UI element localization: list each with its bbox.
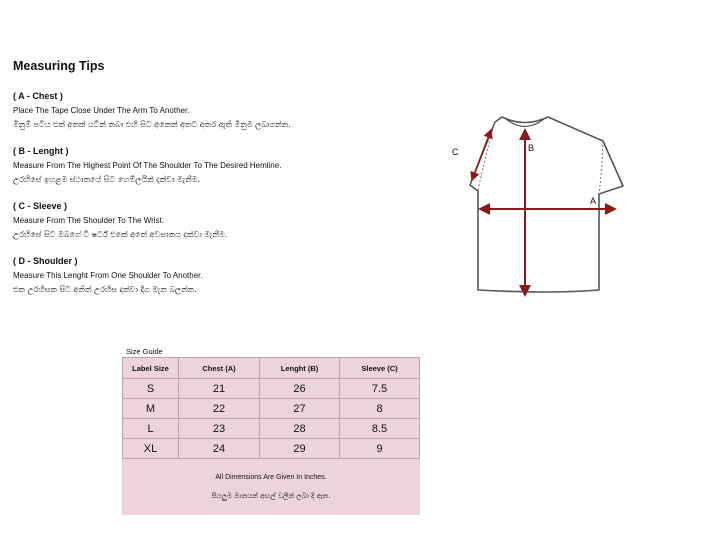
tip-heading: ( A - Chest ): [13, 91, 63, 101]
table-cell: 21: [179, 379, 260, 399]
tip-sinhala: එක උරහිසක සිට අනිත් උරහිස දක්වා දිග මැන බලන්න.: [13, 285, 197, 294]
table-cell: M: [123, 399, 179, 419]
label-b: B: [528, 143, 535, 153]
column-header: Sleeve (C): [340, 358, 420, 379]
column-header: Chest (A): [179, 358, 260, 379]
table-cell: S: [123, 379, 179, 399]
table-row: [123, 439, 420, 459]
tshirt-icon: [440, 100, 640, 305]
table-cell: 28: [260, 419, 340, 439]
table-row: [123, 419, 420, 439]
inches-note-sinhala: සියලුම මානයන් අඟල් වලින් ලබා දී ඇත.: [211, 492, 331, 500]
tip-english: Measure From The Shoulder To The Wrist.: [13, 216, 165, 225]
tip-sinhala: උරහිසේ ඉහළම ස්ථානයේ සිට හෙම්ලයින් දක්වා මැනීම.: [13, 175, 200, 184]
tshirt-measurement-diagram: [440, 100, 640, 305]
table-row: [123, 399, 420, 419]
table-cell: 7.5: [340, 379, 420, 399]
label-c: C: [452, 147, 459, 157]
table-header-row: [123, 358, 420, 379]
tip-english: Measure This Lenght From One Shoulder To Another.: [13, 271, 203, 280]
tshirt-outline: [470, 117, 623, 292]
size-guide-label: Size Guide: [126, 347, 163, 356]
table-row: [123, 379, 420, 399]
column-header: Label Size: [123, 358, 179, 379]
table-cell: 8: [340, 399, 420, 419]
tip-shoulder: [13, 256, 433, 311]
table-footer-row: [123, 459, 420, 516]
page-title: Measuring Tips: [13, 59, 105, 73]
tip-heading: ( C - Sleeve ): [13, 201, 68, 211]
table-cell: 27: [260, 399, 340, 419]
tip-heading: ( B - Lenght ): [13, 146, 69, 156]
table-cell: 23: [179, 419, 260, 439]
table-cell: 8.5: [340, 419, 420, 439]
label-a: A: [590, 196, 597, 206]
tip-english: Measure From The Highest Point Of The Shoulder To The Desired Hemline.: [13, 161, 282, 170]
tip-length: [13, 146, 433, 201]
table-cell: L: [123, 419, 179, 439]
table-cell: 24: [179, 439, 260, 459]
tip-sinhala: උරහිසේ සිට ඔබගේ ටී ෂර්ට් එකේ අතේ අවසානය දක්වා මැනීම.: [13, 230, 228, 239]
table-footer: [123, 459, 420, 516]
inches-note: All Dimensions Are Given In Inches.: [215, 474, 327, 481]
tip-sleeve: [13, 201, 433, 256]
size-guide-table: [122, 357, 420, 515]
table-cell: XL: [123, 439, 179, 459]
table-cell: 22: [179, 399, 260, 419]
column-header: Lenght (B): [260, 358, 340, 379]
table-cell: 26: [260, 379, 340, 399]
tip-chest: [13, 91, 433, 146]
tip-heading: ( D - Shoulder ): [13, 256, 78, 266]
tip-sinhala: මිනුම් පටිය එක් අතක් යටින් තබා එහි සිට අනෙක් අතට අතර ඇති මිනුම ලබාගන්න.: [13, 120, 291, 129]
table-cell: 29: [260, 439, 340, 459]
table-cell: 9: [340, 439, 420, 459]
measuring-tips: [13, 91, 433, 311]
tip-english: Place The Tape Close Under The Arm To Another.: [13, 106, 190, 115]
